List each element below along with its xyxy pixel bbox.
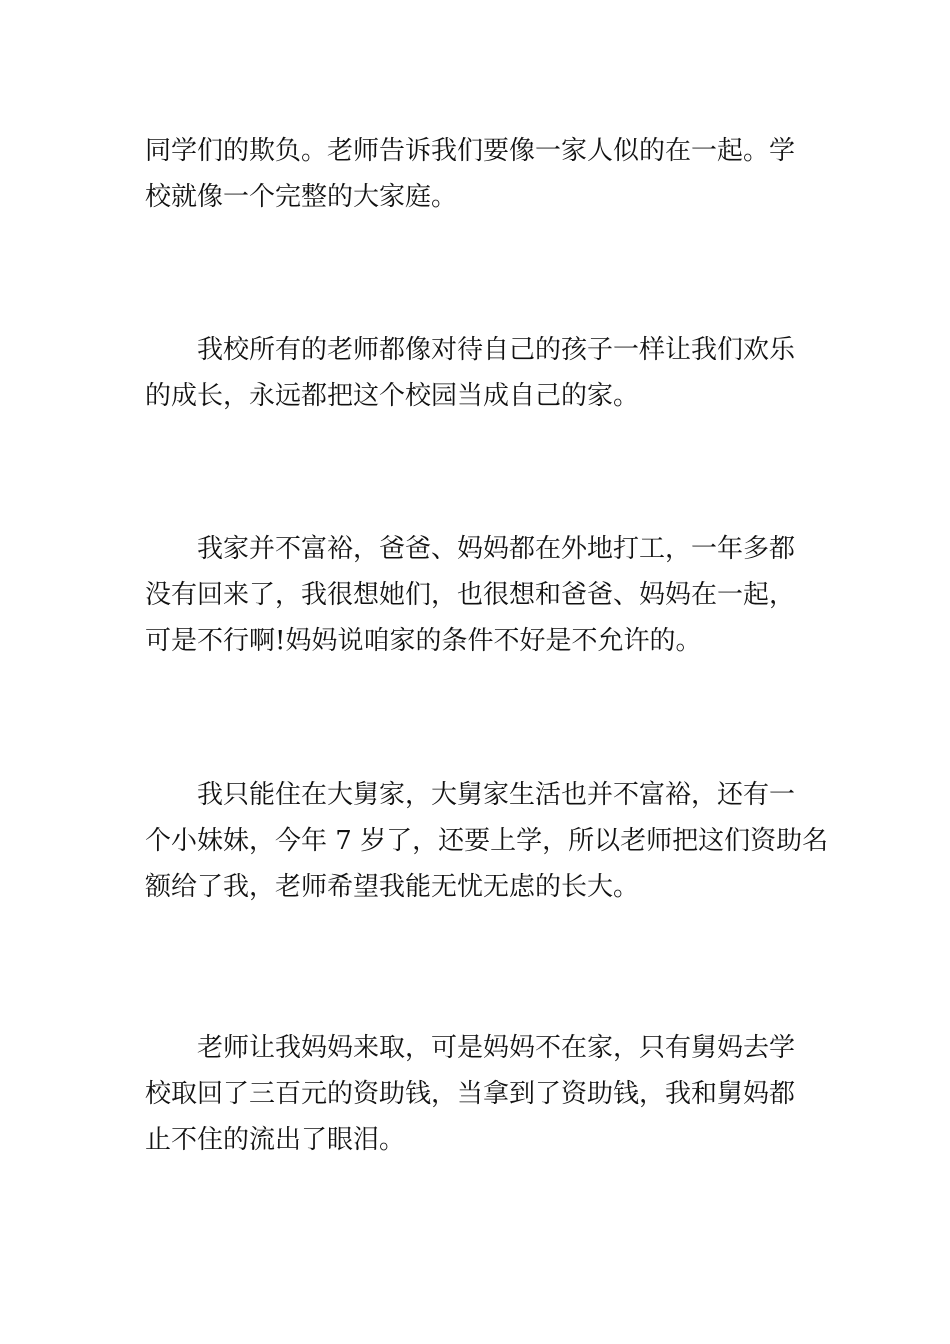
paragraph-2 <box>145 327 810 419</box>
paragraph-line: 的成长，永远都把这个校园当成自己的家。 <box>145 381 640 411</box>
paragraph-line: 我家并不富裕，爸爸、妈妈都在外地打工，一年多都 <box>197 534 796 564</box>
paragraph-line: 额给了我，老师希望我能无忧无虑的长大。 <box>145 872 640 902</box>
paragraph-line: 止不住的流出了眼泪。 <box>145 1125 406 1155</box>
paragraph-line: 校就像一个完整的大家庭。 <box>145 182 458 212</box>
paragraph-4 <box>145 772 829 910</box>
paragraph-5 <box>145 1025 810 1163</box>
paragraph-line: 老师让我妈妈来取，可是妈妈不在家，只有舅妈去学 <box>197 1033 796 1063</box>
paragraph-line: 可是不行啊!妈妈说咱家的条件不好是不允许的。 <box>145 626 702 656</box>
paragraph-line: 没有回来了，我很想她们，也很想和爸爸、妈妈在一起， <box>145 580 796 610</box>
paragraph-line: 校取回了三百元的资助钱，当拿到了资助钱，我和舅妈都 <box>145 1079 796 1109</box>
paragraph-3 <box>145 526 810 664</box>
paragraph-line: 我校所有的老师都像对待自己的孩子一样让我们欢乐 <box>197 335 796 365</box>
paragraph-line: 个小妹妹，今年 7 岁了，还要上学，所以老师把这们资助名 <box>145 826 829 856</box>
paragraph-line: 同学们的欺负。老师告诉我们要像一家人似的在一起。学 <box>145 136 796 166</box>
paragraph-line: 我只能住在大舅家，大舅家生活也并不富裕，还有一 <box>197 780 796 810</box>
paragraph-1 <box>145 128 810 220</box>
